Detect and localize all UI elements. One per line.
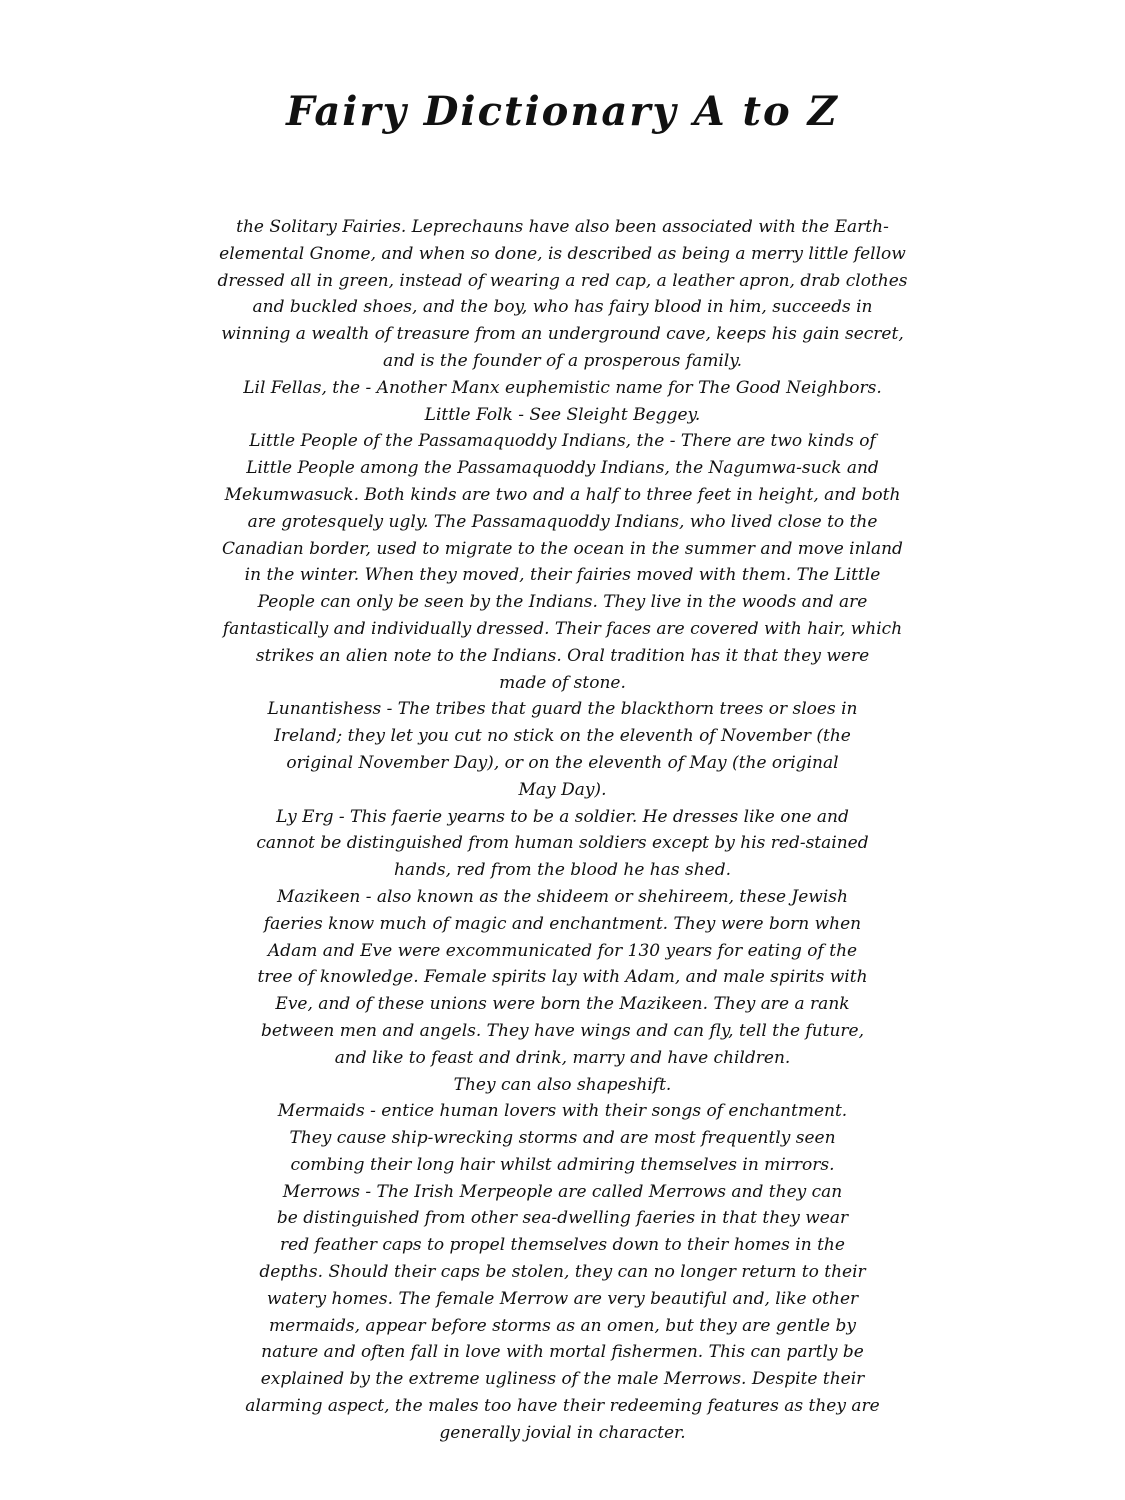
text-line: nature and often fall in love with mortal fishermen. This can partly be: [261, 1342, 864, 1363]
text-line: hands, red from the blood he has shed.: [393, 860, 732, 881]
text-line: and buckled shoes, and the boy, who has fairy blood in him, succeeds in: [252, 297, 873, 318]
text-line: alarming aspect, the males too have their redeeming features as they are: [245, 1396, 880, 1417]
text-line: They cause ship-wrecking storms and are most frequently seen: [289, 1128, 836, 1149]
text-line: May Day).: [518, 779, 607, 800]
text-line: Little People of the Passamaquoddy Indians, the - There are two kinds of: [249, 431, 876, 452]
text-line: Merrows - The Irish Merpeople are called Merrows and they can: [282, 1181, 843, 1202]
text-line: cannot be distinguished from human soldiers except by his red-stained: [256, 833, 869, 854]
text-line: tree of knowledge. Female spirits lay with Adam, and male spirits with: [257, 967, 868, 988]
text-line: Lunantishess - The tribes that guard the blackthorn trees or sloes in: [267, 699, 858, 720]
text-line: and like to feast and drink, marry and have children.: [334, 1047, 791, 1068]
text-line: in the winter. When they moved, their fairies moved with them. The Little: [244, 565, 881, 586]
text-line: generally jovial in character.: [439, 1422, 686, 1443]
text-line: and is the founder of a prosperous family.: [382, 350, 743, 371]
text-line: explained by the extreme ugliness of the male Merrows. Despite their: [260, 1369, 865, 1390]
text-line: elemental Gnome, and when so done, is described as being a merry little fellow: [219, 243, 906, 264]
dictionary-body: [100, 214, 1025, 1447]
text-line: Mermaids - entice human lovers with their songs of enchantment.: [277, 1101, 848, 1122]
text-line: Mazikeen - also known as the shideem or shehireem, these Jewish: [277, 886, 848, 907]
text-line: mermaids, appear before storms as an omen, but they are gentle by: [269, 1315, 856, 1336]
text-line: red feather caps to propel themselves down to their homes in the: [280, 1235, 845, 1256]
text-line: original November Day), or on the eleventh of May (the original: [286, 752, 839, 773]
text-line: Mekumwasuck. Both kinds are two and a half to three feet in height, and both: [224, 484, 901, 505]
page-title: Fairy Dictionary A to Z: [286, 88, 839, 135]
text-line: strikes an alien note to the Indians. Oral tradition has it that they were: [255, 645, 870, 666]
text-line: fantastically and individually dressed. Their faces are covered with hair, which: [222, 618, 903, 639]
text-line: depths. Should their caps be stolen, they can no longer return to their: [259, 1262, 866, 1283]
text-line: They can also shapeshift.: [453, 1074, 672, 1095]
text-line: faeries know much of magic and enchantment. They were born when: [263, 913, 862, 934]
text-line: Adam and Eve were excommunicated for 130 years for eating of the: [267, 940, 858, 961]
text-line: dressed all in green, instead of wearing a red cap, a leather apron, drab clothes: [217, 270, 908, 291]
text-line: Ireland; they let you cut no stick on the eleventh of November (the: [274, 726, 851, 747]
text-line: Ly Erg - This faerie yearns to be a soldier. He dresses like one and: [276, 806, 849, 827]
text-line: are grotesquely ugly. The Passamaquoddy Indians, who lived close to the: [247, 511, 878, 532]
text-line: watery homes. The female Merrow are very beautiful and, like other: [266, 1288, 859, 1309]
text-line: the Solitary Fairies. Leprechauns have also been associated with the Earth-: [236, 217, 889, 237]
text-line: winning a wealth of treasure from an underground cave, keeps his gain secret,: [221, 324, 904, 345]
text-line: combing their long hair whilst admiring themselves in mirrors.: [290, 1154, 835, 1175]
text-line: Little People among the Passamaquoddy Indians, the Nagumwa-suck and: [246, 458, 879, 479]
text-line: People can only be seen by the Indians. They live in the woods and are: [257, 592, 868, 613]
text-line: Lil Fellas, the - Another Manx euphemistic name for The Good Neighbors.: [243, 377, 882, 398]
text-line: be distinguished from other sea-dwelling faeries in that they wear: [276, 1208, 849, 1229]
text-line: between men and angels. They have wings and can fly, tell the future,: [260, 1020, 865, 1041]
text-line: Little Folk - See Sleight Beggey.: [424, 404, 701, 425]
text-line: Eve, and of these unions were born the Mazikeen. They are a rank: [275, 994, 850, 1015]
text-line: Canadian border, used to migrate to the ocean in the summer and move inland: [222, 538, 903, 559]
text-line: made of stone.: [499, 672, 626, 693]
